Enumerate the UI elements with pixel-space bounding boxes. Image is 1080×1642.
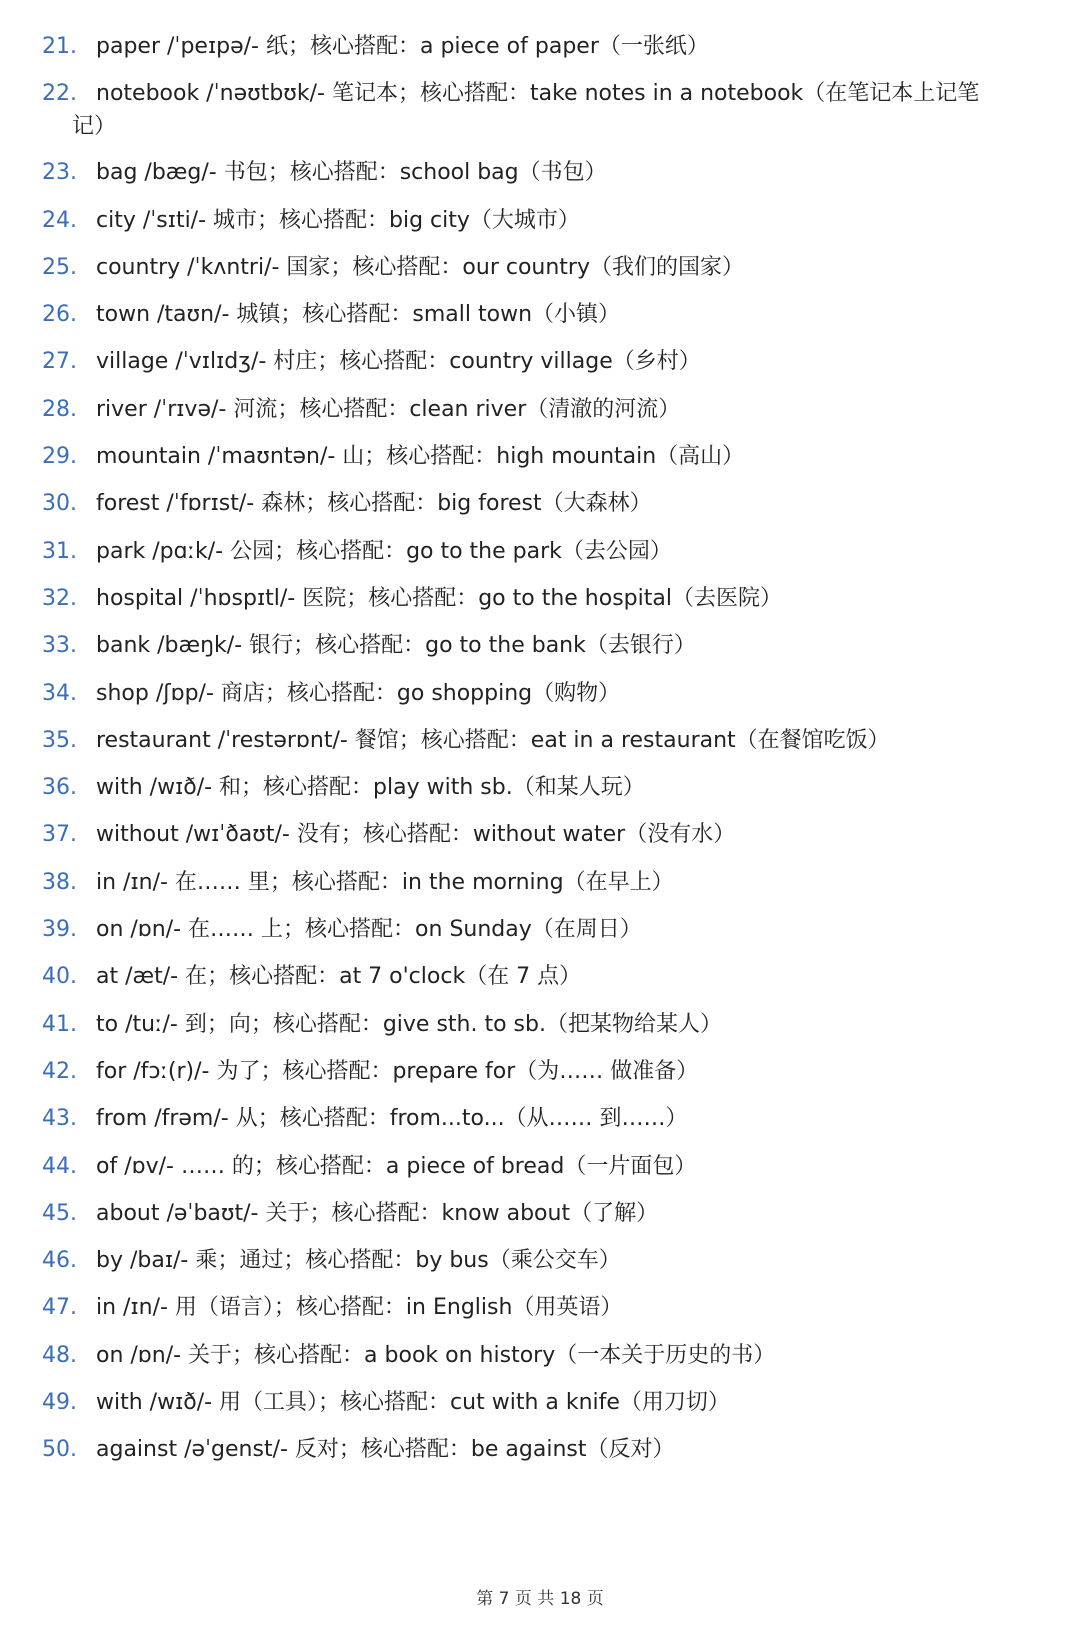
item-number: 26. [42, 302, 77, 328]
list-item [42, 629, 1042, 662]
item-number: 38. [42, 869, 77, 895]
list-item [42, 298, 1042, 331]
item-text: in /ɪn/- 在…… 里；核心搭配：in the morning（在早上） [96, 869, 674, 895]
list-item [42, 771, 1042, 804]
item-number: 31. [42, 538, 77, 564]
item-number: 50. [42, 1437, 77, 1463]
item-number: 47. [42, 1295, 77, 1321]
list-item [42, 156, 1042, 189]
list-item [42, 582, 1042, 615]
item-number: 43. [42, 1106, 77, 1132]
list-item [42, 487, 1042, 520]
list-item [42, 677, 1042, 710]
item-text: from /frəm/- 从；核心搭配：from...to...（从…… 到……） [96, 1106, 688, 1132]
list-item [42, 724, 1042, 757]
page-footer: 第 7 页 共 18 页 [476, 1589, 604, 1609]
list-item [42, 1008, 1042, 1041]
item-text: by /baɪ/- 乘；通过；核心搭配：by bus（乘公交车） [96, 1248, 621, 1274]
item-number: 35. [42, 727, 77, 753]
item-number: 44. [42, 1153, 77, 1179]
item-text: with /wɪð/- 用（工具）；核心搭配：cut with a knife（用刀切） [96, 1390, 730, 1416]
item-number: 46. [42, 1248, 77, 1274]
list-item [42, 866, 1042, 899]
item-text: shop /ʃɒp/- 商店；核心搭配：go shopping（购物） [96, 680, 621, 706]
item-text: of /ɒv/- …… 的；核心搭配：a piece of bread（一片面包） [96, 1153, 697, 1179]
item-text: restaurant /ˈrestərɒnt/- 餐馆；核心搭配：eat in a restaurant（在餐馆吃饭） [96, 727, 890, 753]
item-text: at /æt/- 在；核心搭配：at 7 o'clock（在 7 点） [96, 964, 582, 990]
item-text: without /wɪˈðaʊt/- 没有；核心搭配：without water（没有水） [96, 822, 736, 848]
list-item [42, 345, 1042, 378]
item-text: river /ˈrɪvə/- 河流；核心搭配：clean river（清澈的河流） [96, 396, 681, 422]
item-number: 30. [42, 491, 77, 517]
item-number: 40. [42, 964, 77, 990]
item-text: against /əˈgenst/- 反对；核心搭配：be against（反对） [96, 1437, 675, 1463]
list-item [42, 204, 1042, 237]
item-number: 29. [42, 444, 77, 470]
item-number: 22. [42, 81, 77, 107]
item-number: 48. [42, 1342, 77, 1368]
item-text: on /ɒn/- 关于；核心搭配：a book on history（一本关于历史的书） [96, 1342, 776, 1368]
item-number: 41. [42, 1011, 77, 1037]
item-number: 37. [42, 822, 77, 848]
list-item [42, 1433, 1042, 1466]
item-number: 45. [42, 1200, 77, 1226]
list-item [42, 1386, 1042, 1419]
item-number: 34. [42, 680, 77, 706]
list-item [42, 440, 1042, 473]
list-item [42, 818, 1042, 851]
list-item [42, 1197, 1042, 1230]
item-text: paper /ˈpeɪpə/- 纸；核心搭配：a piece of paper（一张纸） [96, 34, 709, 59]
item-text: about /əˈbaʊt/- 关于；核心搭配：know about（了解） [96, 1200, 659, 1226]
item-text: with /wɪð/- 和；核心搭配：play with sb.（和某人玩） [96, 775, 645, 801]
item-number: 36. [42, 775, 77, 801]
item-number: 27. [42, 349, 77, 375]
list-item [42, 30, 1042, 63]
item-text: park /pɑːk/- 公园；核心搭配：go to the park（去公园） [96, 538, 672, 564]
item-text: country /ˈkʌntri/- 国家；核心搭配：our country（我们的国家） [96, 254, 744, 280]
list-item [42, 1244, 1042, 1277]
item-text: hospital /ˈhɒspɪtl/- 医院；核心搭配：go to the hospital（去医院） [96, 585, 782, 611]
list-item [42, 1055, 1042, 1088]
item-text: for /fɔː(r)/- 为了；核心搭配：prepare for（为…… 做准备） [96, 1058, 699, 1084]
item-text: in /ɪn/- 用（语言）；核心搭配：in English（用英语） [96, 1295, 623, 1321]
item-text: to /tuː/- 到；向；核心搭配：give sth. to sb.（把某物给某人） [96, 1011, 722, 1037]
list-item [42, 1102, 1042, 1135]
item-text-continued: 记） [72, 114, 117, 140]
item-text: forest /ˈfɒrɪst/- 森林；核心搭配：big forest（大森林） [96, 491, 652, 517]
item-number: 23. [42, 160, 77, 186]
item-text: town /taʊn/- 城镇；核心搭配：small town（小镇） [96, 302, 621, 328]
list-item [42, 1291, 1042, 1324]
list-item [42, 393, 1042, 426]
list-item [42, 913, 1042, 946]
item-number: 33. [42, 633, 77, 659]
item-text: bank /bæŋk/- 银行；核心搭配：go to the bank（去银行） [96, 633, 696, 659]
item-number: 28. [42, 396, 77, 422]
list-item [42, 535, 1042, 568]
item-text: notebook /ˈnəʊtbʊk/- 笔记本；核心搭配：take notes in a notebook（在笔记本上记笔 [96, 81, 980, 107]
vocabulary-list [42, 30, 1042, 1481]
item-text: on /ɒn/- 在…… 上；核心搭配：on Sunday（在周日） [96, 917, 642, 943]
list-item [42, 77, 1042, 143]
item-number: 21. [42, 34, 77, 59]
item-number: 39. [42, 917, 77, 943]
list-item [42, 1150, 1042, 1183]
item-text: city /ˈsɪti/- 城市；核心搭配：big city（大城市） [96, 207, 580, 233]
item-text: bag /bæg/- 书包；核心搭配：school bag（书包） [96, 160, 607, 186]
item-text: mountain /ˈmaʊntən/- 山；核心搭配：high mountain（高山） [96, 444, 745, 470]
list-item [42, 960, 1042, 993]
item-number: 49. [42, 1390, 77, 1416]
list-item [42, 251, 1042, 284]
list-item [42, 1339, 1042, 1372]
item-number: 42. [42, 1058, 77, 1084]
item-number: 32. [42, 585, 77, 611]
item-number: 24. [42, 207, 77, 233]
item-number: 25. [42, 254, 77, 280]
item-text: village /ˈvɪlɪdʒ/- 村庄；核心搭配：country village（乡村） [96, 349, 701, 375]
